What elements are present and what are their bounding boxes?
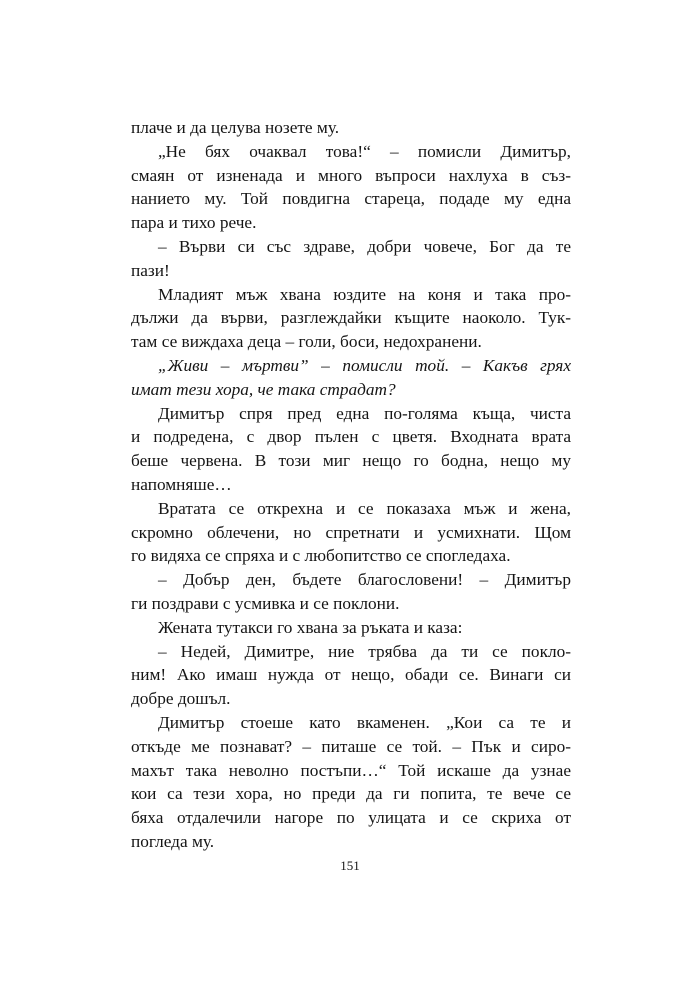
text-line: ним! Ако имаш нужда от нещо, обади се. Винаги си xyxy=(131,665,571,685)
text-line: кои са тези хора, но преди да ги попита, те вече се xyxy=(131,784,571,804)
text-line: „Не бях очаквал това!“ – помисли Димитър, xyxy=(158,141,571,161)
body-text xyxy=(131,116,571,854)
text-line: махът така неволно постъпи…“ Той искаше да узнае xyxy=(131,760,571,780)
text-line: Димитър стоеше като вкаменен. „Кои са те и xyxy=(158,712,571,732)
text-line: нанието му. Той повдигна стареца, подаде му една xyxy=(131,189,571,209)
text-line: – Недей, Димитре, ние трябва да ти се покло- xyxy=(158,641,571,661)
text-line: смаян от изненада и много въпроси нахлуха в съз- xyxy=(131,165,571,185)
text-line: Младият мъж хвана юздите на коня и така про- xyxy=(158,284,571,304)
page-number: 151 xyxy=(340,858,360,873)
text-line: – Добър ден, бъдете благословени! – Димитър xyxy=(158,570,571,590)
text-line: добре дошъл. xyxy=(131,689,231,709)
text-line: Жената тутакси го хвана за ръката и каза: xyxy=(158,617,463,637)
text-line: беше червена. В този миг нещо го бодна, нещо му xyxy=(131,451,571,471)
text-line: и подредена, с двор пълен с цветя. Входната врата xyxy=(131,427,571,447)
text-line: откъде ме познават? – питаше се той. – Пък и сиро- xyxy=(131,736,571,756)
text-line: бяха отдалечили нагоре по улицата и се скриха от xyxy=(131,808,571,828)
text-line: – Върви си със здраве, добри човече, Бог да те xyxy=(158,236,571,256)
text-line: плаче и да целува нозете му. xyxy=(131,118,340,137)
text-line: пази! xyxy=(131,260,170,280)
text-line: погледа му. xyxy=(131,831,215,851)
text-line: пара и тихо рече. xyxy=(131,213,257,233)
text-line: имат тези хора, че така страдат? xyxy=(131,379,396,399)
text-line: го видяха се спряха и с любопитство се спогледаха. xyxy=(131,546,511,566)
text-line: там се виждаха деца – голи, боси, недохранени. xyxy=(131,332,482,352)
text-line: „Живи – мъртви” – помисли той. – Какъв грях xyxy=(158,355,571,375)
text-line: скромно облечени, но спретнати и усмихнати. Щом xyxy=(131,522,571,542)
text-line: напомняше… xyxy=(131,474,232,494)
text-line: Димитър спря пред една по-голяма къща, чиста xyxy=(158,403,571,423)
text-line: дължи да върви, разглеждайки къщите наоколо. Тук- xyxy=(131,308,571,328)
text-line: Вратата се открехна и се показаха мъж и жена, xyxy=(158,498,571,518)
text-line: ги поздрави с усмивка и се поклони. xyxy=(131,593,400,613)
